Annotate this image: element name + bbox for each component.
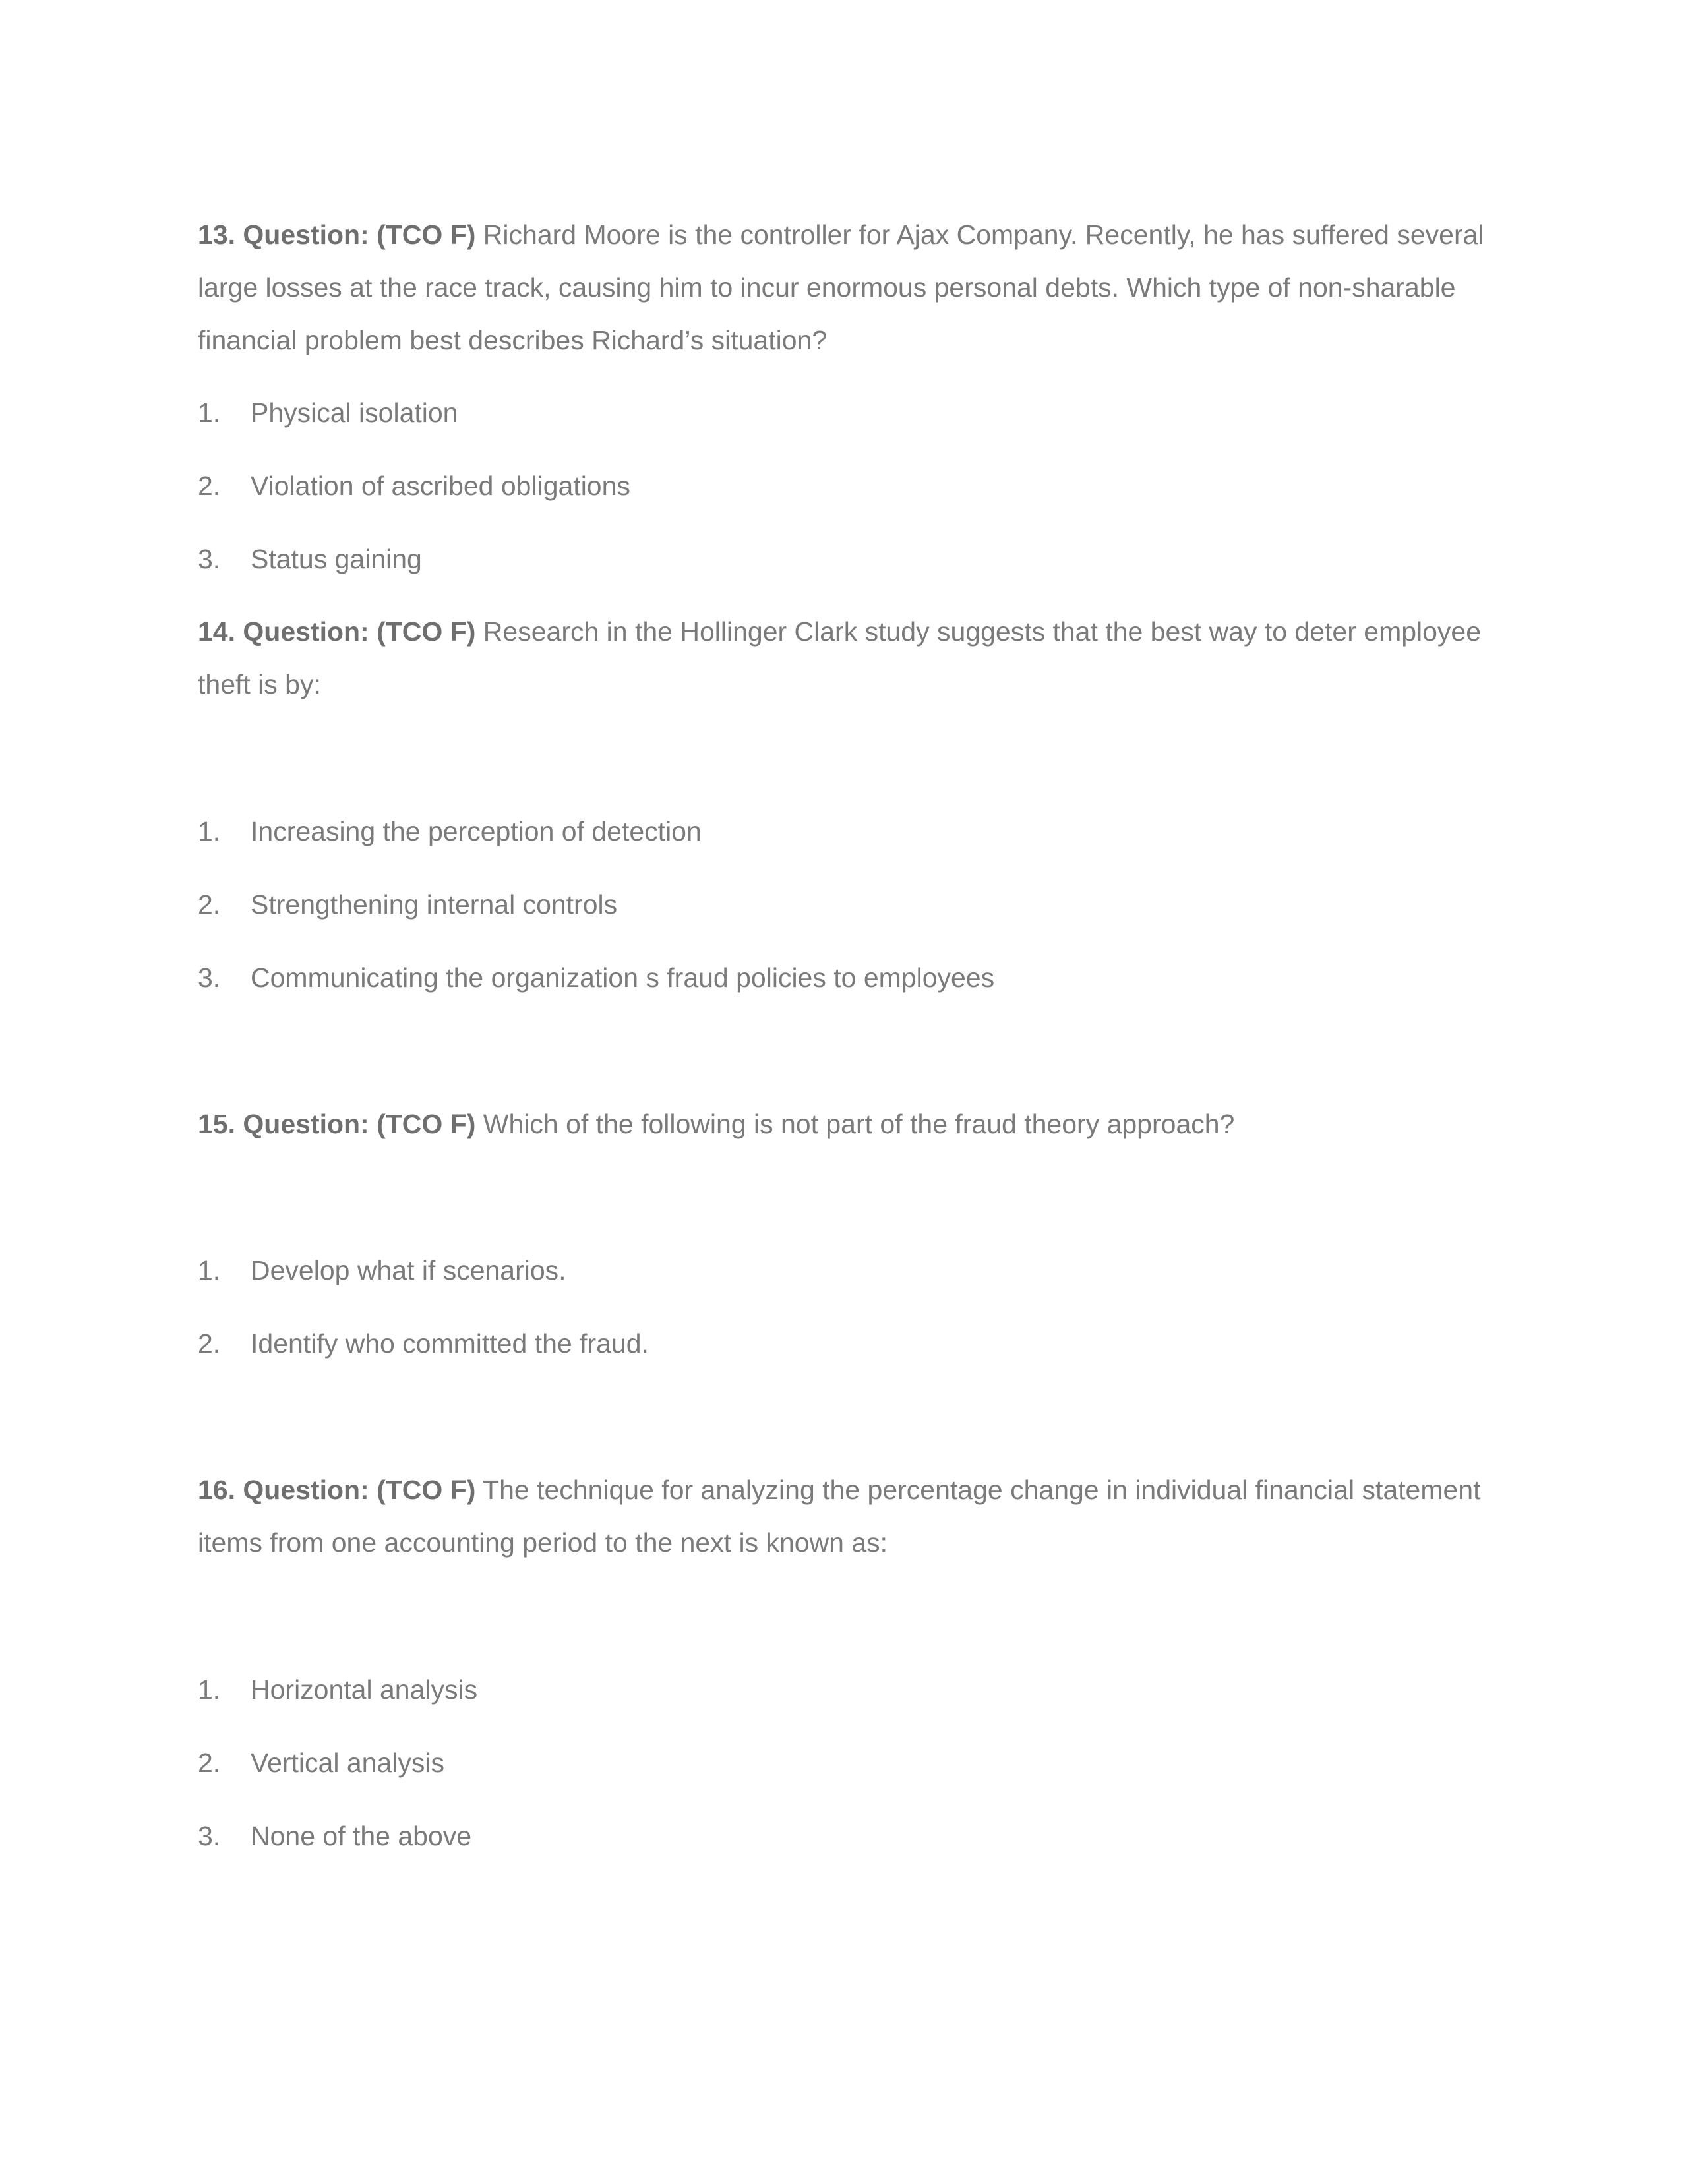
question-13-text: Richard Moore is the controller for Ajax Company. Recently, he has suffered several large losses at the race track, causing him to incur enormous personal debts. Which type of non-sharable financial problem best describes Richard’s situation? [198, 220, 1484, 355]
option-text: Horizontal analysis [251, 1674, 478, 1705]
question-16-option-1 [198, 1671, 477, 1708]
question-16-text: The technique for analyzing the percentage change in individual financial statement items from one accounting period to the next is known as: [198, 1475, 1481, 1558]
question-13-option-3 [198, 541, 422, 577]
option-text: Identify who committed the fraud. [251, 1328, 649, 1359]
option-text: Violation of ascribed obligations [251, 471, 630, 501]
question-13-option-1 [198, 394, 458, 431]
option-text: Strengthening internal controls [251, 889, 618, 920]
question-14-text: Research in the Hollinger Clark study suggests that the best way to deter employee theft is by: [198, 616, 1482, 699]
option-number: 1. [198, 1674, 221, 1705]
question-14-option-1 [198, 813, 702, 850]
question-15-label: 15. Question: (TCO F) [198, 1109, 476, 1139]
option-number: 1. [198, 398, 221, 428]
option-number: 3. [198, 962, 221, 993]
option-number: 3. [198, 1821, 221, 1851]
option-number: 2. [198, 471, 221, 501]
question-15-option-2 [198, 1325, 649, 1362]
option-number: 2. [198, 1328, 221, 1359]
option-number: 1. [198, 1255, 221, 1285]
option-text: Status gaining [251, 544, 422, 574]
question-15-text: Which of the following is not part of the fraud theory approach? [475, 1109, 1235, 1139]
question-16 [198, 1463, 1490, 1569]
option-text: Develop what if scenarios. [251, 1255, 566, 1285]
question-13 [198, 208, 1490, 367]
question-15-option-1 [198, 1252, 566, 1289]
option-text: Communicating the organization s fraud policies to employees [251, 962, 995, 993]
option-number: 3. [198, 544, 221, 574]
option-text: Vertical analysis [251, 1748, 444, 1778]
question-14 [198, 605, 1490, 711]
question-13-option-2 [198, 467, 630, 504]
option-number: 2. [198, 1748, 221, 1778]
option-number: 1. [198, 816, 221, 846]
option-text: Increasing the perception of detection [251, 816, 702, 846]
question-16-option-3 [198, 1817, 471, 1854]
question-14-option-3 [198, 959, 994, 996]
question-15 [198, 1098, 1490, 1150]
question-14-label: 14. Question: (TCO F) [198, 616, 476, 647]
option-text: None of the above [251, 1821, 472, 1851]
question-13-label: 13. Question: (TCO F) [198, 220, 476, 250]
option-number: 2. [198, 889, 221, 920]
question-16-option-2 [198, 1744, 444, 1781]
option-text: Physical isolation [251, 398, 458, 428]
question-16-label: 16. Question: (TCO F) [198, 1475, 476, 1505]
question-14-option-2 [198, 886, 617, 923]
